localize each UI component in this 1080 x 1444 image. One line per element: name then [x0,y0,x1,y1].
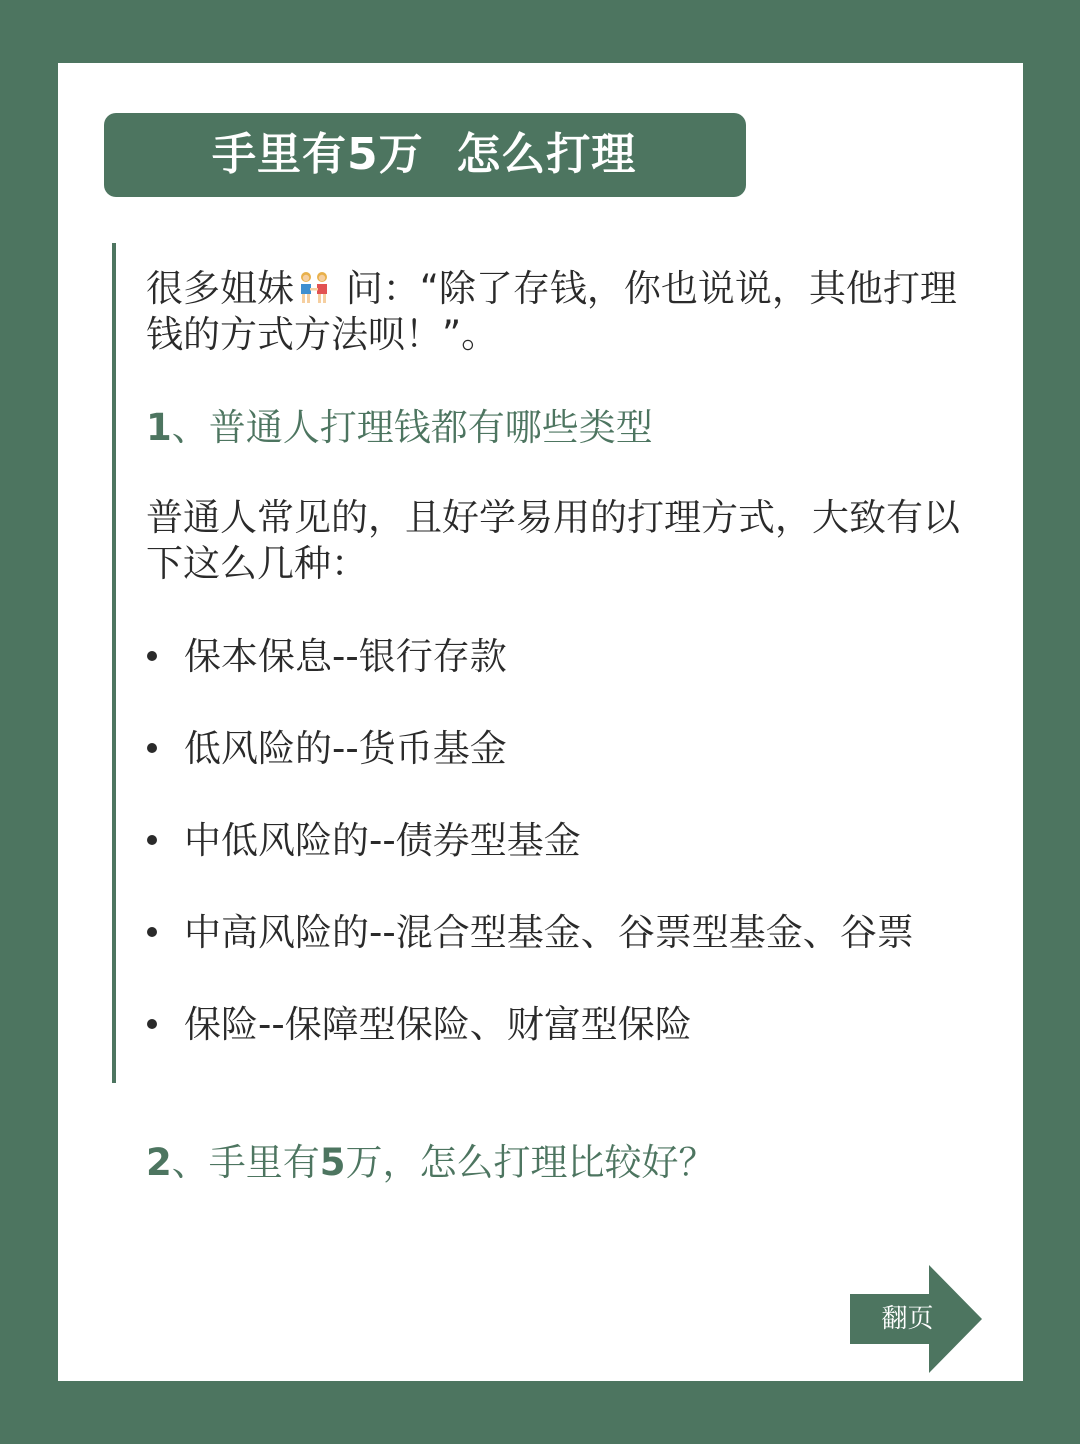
bullet-dot-icon [147,743,157,753]
intro-paragraph [146,266,986,358]
list-item [146,910,914,956]
list-item [146,726,507,772]
bullet-dot-icon [147,1019,157,1029]
section-2-number: 2 [146,1141,172,1184]
title-banner [104,113,746,197]
next-page-button[interactable] [850,1265,982,1373]
section-1-text: 、普通人打理钱都有哪些类型 [171,406,653,449]
section-1-heading [146,405,653,451]
two-women-emoji-icon [296,269,332,305]
side-accent-line [112,243,116,1083]
section-1-number: 1 [146,406,172,449]
section-2-text: 、手里有 [171,1141,320,1184]
list-item-text: 低风险的--货币基金 [184,727,507,770]
section-2-heading [146,1140,716,1186]
page-title: 手里有5万 怎么打理 [212,129,637,180]
list-item-text: 保本保息--银行存款 [184,635,507,678]
intro-text-after: 问：“除了存钱，你也说说，其他打理钱的方式方法呗！”。 [146,267,957,356]
list-item-text: 中高风险的--混合型基金、谷票型基金、谷票 [184,911,914,954]
list-item-text: 中低风险的--债券型基金 [184,819,581,862]
bullet-dot-icon [147,835,157,845]
bullet-dot-icon [147,651,157,661]
intro-text-before: 很多姐妹 [146,267,294,310]
bullet-dot-icon [147,927,157,937]
list-item-text: 保险--保障型保险、财富型保险 [184,1003,692,1046]
section-2-amount: 5 [319,1141,346,1184]
list-item [146,818,581,864]
section-2-text-end: 万，怎么打理比较好？ [345,1141,716,1184]
section-1-paragraph: 普通人常见的，且好学易用的打理方式，大致有以下这么几种： [146,496,960,585]
list-item [146,1002,692,1048]
next-page-label: 翻页 [881,1304,934,1334]
list-item [146,634,507,680]
